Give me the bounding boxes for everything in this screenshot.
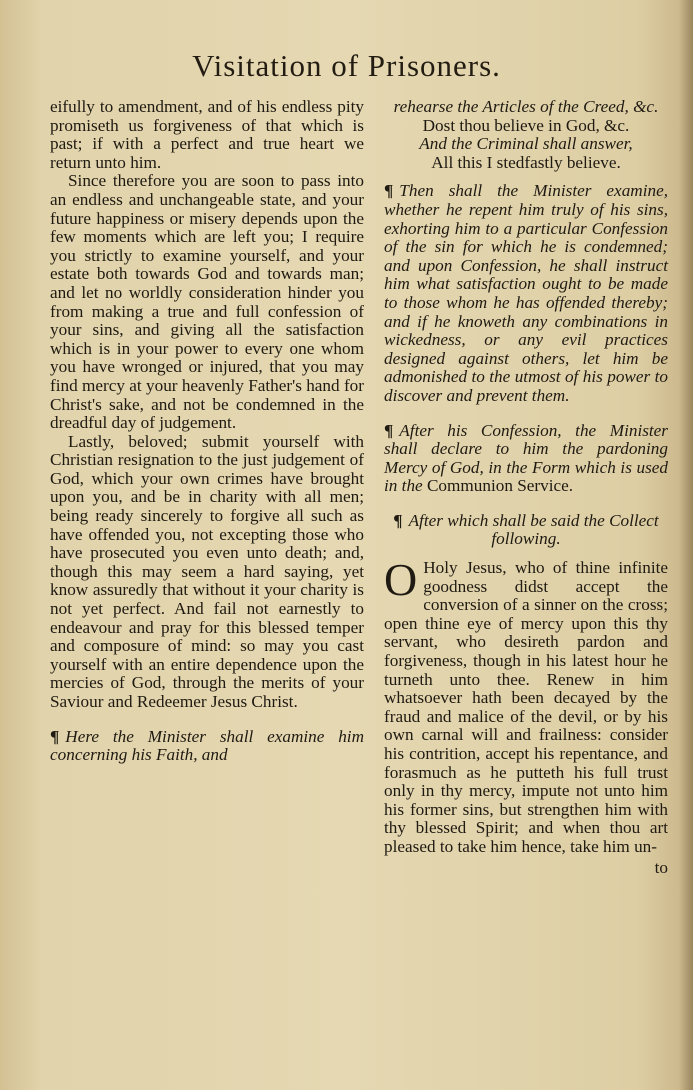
right-rubric-answer: And the Criminal shall answer, [419, 134, 633, 154]
collect-prayer [384, 554, 668, 857]
left-paragraph-1: eifully to amendment, and of his endless pity promiseth us forgiveness of that which is past; if with a perfect and true heart we return unto him. [50, 97, 364, 172]
right-rubric-examine-text: Then shall the Minister examine, whether he repent him truly of his sins, exhorting him to a particular Confession of the sin for which he is condemned; and upon Confession, he shall instruct him what satisfaction ought to be made to those whom he has offended thereby; and if he knoweth any combinations in wickedness, or any evil practices designed against others, let him be admonished to the utmost of his power to discover and prevent them. [384, 181, 668, 405]
running-head: Visitation of Prisoners. [192, 48, 501, 83]
left-rubric-text: Here the Minister shall examine him concerning his Faith, and [50, 726, 364, 765]
right-rubric-collect [384, 512, 668, 549]
pilcrow-mark: ¶ [384, 181, 394, 201]
right-column [384, 98, 668, 877]
left-rubric [50, 728, 364, 765]
right-question: Dost thou believe in God, &c. [422, 115, 630, 135]
pilcrow-mark: ¶ [384, 420, 394, 440]
page-edge-shadow [679, 0, 693, 1090]
catchword: to [654, 857, 668, 877]
right-answer: All this I stedfastly believe. [431, 152, 621, 172]
left-paragraph-3: Lastly, beloved; submit yourself with Christian resignation to the just judgement of God, which your own crimes have brought upon you, and be in charity with all men; being ready sincerely to forgive all such as have offended you, not excepting those who have prosecuted you even unto death; and, though this may seem a hard saying, yet know assuredly that without it your charity is not yet perfect. And fail not earnestly to endeavour and pray for this blessed temper and composure of mind: so may you cast yourself with an entire dependence upon the mercies of God, through the merits of your Saviour and Redeemer Jesus Christ. [50, 431, 364, 711]
pilcrow-mark: ¶ [50, 726, 60, 746]
right-rubric-creed: rehearse the Articles of the Creed, &c. [393, 97, 659, 116]
left-column [50, 98, 364, 765]
left-paragraph-2: Since therefore you are soon to pass into an endless and unchangeable state, and your future happiness or misery depends upon the few moments which are left you; I require you strictly to examine yourself, and your estate both towards God and towards man; and let no worldly consideration hinder you from making a true and full confession of your sins, and giving all the satisfaction which is in your power to every one whom you have wronged or injured, that you may find mercy at your heavenly Father's hand for Christ's sake, and not be condemned in the dreadful day of judgement. [50, 171, 364, 433]
right-rubric-examine [384, 182, 668, 405]
pilcrow-mark: ¶ [393, 510, 403, 530]
drop-cap: O [384, 554, 418, 606]
right-rubric-confession-text: After his Confession, the Minister shall declare to him the pardoning Mercy of God, in the Form which is used in the [384, 420, 668, 496]
right-rubric-confession-tail: Communion Service. [426, 476, 574, 496]
right-rubric-confession [384, 422, 668, 496]
collect-text: Holy Jesus, who of thine infinite goodness didst accept the conversion of a sinner on the cross; open thine eye of mercy upon this thy servant, who desireth pardon and forgiveness, though in his latest hour he turneth unto thee. Renew in him whatsoever hath been decayed by the fraud and malice of the devil, or by his own carnal will and frailness: consider his contrition, accept his repentance, and forasmuch as he putteth his full trust only in thy mercy, impute not unto him his former sins, but strengthen him with thy blessed Spirit; and when thou art pleased to take him hence, take him un- [384, 558, 668, 856]
right-rubric-collect-text: After which shall be said the Collect following. [408, 510, 659, 549]
